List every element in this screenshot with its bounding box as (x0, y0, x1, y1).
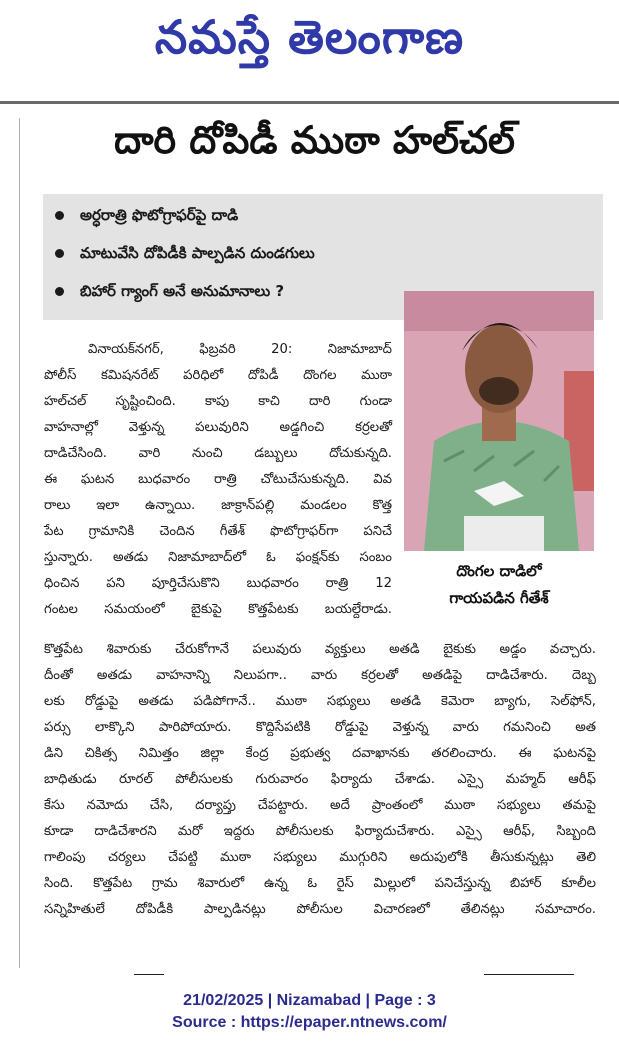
bullet-icon (55, 211, 64, 220)
body-line: సింది. కొత్తపేట గ్రామ శివారులో ఉన్న ఓ రైస్‌ మిల్లులో పనిచేస్తున్న బిహార్‌ కూలీల (44, 876, 596, 891)
body-line: కూడా దాడిచేశారని మరో ఇద్దరు పోలీసులకు ఫిర్యాదుచేశారు. ఎస్సై ఆరీఫ్‌, సిబ్బంది (44, 824, 596, 839)
highlight-text: అర్ధరాత్రి ఫొటోగ్రాఫర్‌పై దాడి (80, 206, 239, 224)
photo-caption (404, 558, 594, 612)
photo-caption-line: గాయపడిన గీతేశ్‌ (449, 589, 549, 607)
body-line: ధించిన పని పూర్తిచేసుకొని బుధవారం రాత్రి 12 (44, 576, 392, 591)
article-headline: దారి దోపిడీ ముఠా హల్‌చల్‌ (114, 118, 515, 162)
highlight-text: బిహార్‌ గ్యాంగ్‌ అనే అనుమానాలు ? (80, 282, 285, 300)
victim-photo (404, 291, 594, 551)
masthead (0, 0, 619, 100)
highlight-item (55, 244, 315, 266)
body-line: వాహనాల్లో వెళ్తున్న పలువురిని అడ్డగించి కర్రలతో (44, 420, 392, 435)
body-line: గంటల సమయంలో బైకుపై కొత్తపేటకు బయల్దేరాడు. (44, 602, 392, 617)
body-line: వినాయక్‌నగర్‌, ఫిబ్రవరి 20: నిజామాబాద్‌ (88, 342, 392, 357)
bullet-icon (55, 249, 64, 258)
masthead-logo: నమస్తే తెలంగాణ (154, 10, 465, 64)
masthead-divider (0, 101, 619, 104)
highlight-item (55, 282, 284, 304)
body-line: డిని చికిత్స నిమిత్తం జిల్లా కేంద్ర ప్రభుత్వ దవాఖానకు తరలించారు. ఈ ఘటనపై (44, 746, 596, 761)
body-line: హల్‌చల్‌ సృష్టించింది. కాపు కాచి దారి గుండా (44, 394, 392, 409)
body-line: బాధితుడు రూరల్‌ పోలీసులకు గురువారం ఫిర్యాదు చేశాడు. ఎస్సై మహ్మద్‌ ఆరీఫ్‌ (44, 772, 596, 787)
body-line: పేట గ్రామానికి చెందిన గీతేశ్‌ ఫొటోగ్రాఫర్‌గా పనిచే (44, 524, 392, 539)
body-line: కొత్తపేట శివారుకు చేరుకోగానే పలువురు వ్యక్తులు అతడి బైకుకు అడ్డం వచ్చారు. (44, 642, 596, 657)
body-line: దీంతో అతడు వాహనాన్ని నిలుపగా.. వారు కర్రలతో అతడిపై దాడిచేశారు. దెబ్బ (44, 668, 596, 683)
bullet-icon (55, 287, 64, 296)
column-border (19, 118, 20, 968)
cropped-text-fragment (44, 974, 589, 975)
person-illustration (404, 291, 594, 551)
body-line: పర్సు లాక్కొని పారిపోయారు. కొద్దిసేపటికి రోడ్డుపై వెళ్తున్న వారు గమనించి అత (44, 720, 596, 735)
body-line: సన్నిహితులే దోపిడీకి పాల్పడినట్లు పోలీసుల విచారణలో తేలినట్లు సమాచారం. (44, 902, 596, 917)
body-line: లకు రోడ్డుపై అతడు పడిపోగానే.. ముఠా సభ్యులు అతడి కెమెరా బ్యాగు, సెల్‌ఫోన్‌, (44, 694, 596, 709)
photo-caption-line: దొంగల దాడిలో (456, 562, 542, 580)
body-line: రాలు ఇలా ఉన్నాయి. జాక్రాన్‌పల్లి మండలం కొత్త (44, 498, 392, 513)
footer-source-link[interactable]: Source : https://epaper.ntnews.com/ (172, 1014, 447, 1031)
body-line: కేసు నమోదు చేసి, దర్యాప్తు చేపట్టారు. అదే ప్రాంతంలో ముఠా సభ్యులు తమపై (44, 798, 596, 813)
body-line: దాడిచేసింది. వారి నుంచి డబ్బులు దోచుకున్నది. (44, 446, 392, 461)
highlight-text: మాటువేసి దోపిడీకి పాల్పడిన దుండగులు (80, 244, 315, 262)
cropped-next-headline (44, 967, 589, 975)
body-line: ఈ ఘటన బుధవారం రాత్రి చోటుచేసుకున్నది. వివ (44, 472, 392, 487)
body-line: పోలీస్‌ కమిషనరేట్‌ పరిధిలో దోపిడీ దొంగల ముఠా (44, 368, 392, 383)
body-line: స్తున్నారు. అతడు నిజామాబాద్‌లో ఓ ఫంక్షన్‌కు సంబం (44, 550, 392, 565)
footer-date-line: 21/02/2025 | Nizamabad | Page : 3 (183, 992, 436, 1009)
body-line: గాలింపు చర్యలు చేపట్టి ముఠా సభ్యులు ముగ్గురిని అదుపులోకి తీసుకున్నట్లు తెలి (44, 850, 596, 865)
highlight-item (55, 206, 238, 228)
